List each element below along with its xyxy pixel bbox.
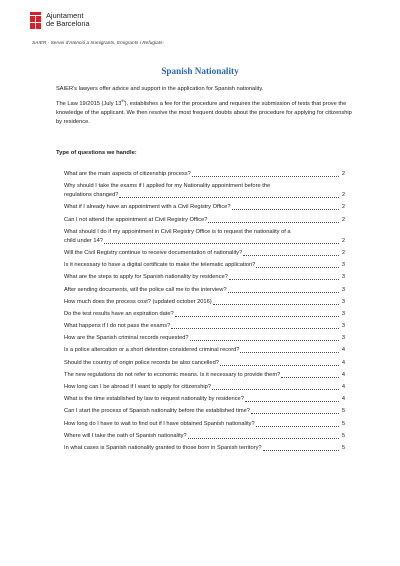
toc-entry-text: What are the main aspects of citizenship process?: [64, 171, 191, 177]
para2-sup: th: [121, 99, 125, 104]
toc-dot-leader: [232, 209, 340, 210]
toc-entry[interactable]: [64, 298, 345, 307]
toc-page-number: 3: [341, 286, 345, 293]
toc-entry[interactable]: [64, 359, 345, 368]
toc-entry[interactable]: [64, 249, 345, 258]
toc-page-number: 2: [341, 216, 345, 223]
toc-dot-leader: [208, 222, 339, 223]
toc-entry-text: Is it necessary to have a digital certificate to make the telematic application?: [64, 262, 256, 269]
toc-entry-text: Will the Civil Registry continue to receive documentation of nationality?: [64, 249, 243, 256]
toc-entry[interactable]: [64, 432, 345, 441]
toc-entry-text: Where will I take the oath of Spanish nationality?: [64, 432, 187, 439]
toc-page-number: 3: [341, 335, 345, 342]
toc-entry-text: How are the Spanish criminal records requested?: [64, 335, 189, 342]
table-of-contents: [64, 170, 345, 456]
toc-dot-leader: [228, 292, 340, 293]
toc-entry[interactable]: [64, 444, 345, 453]
toc-entry-text: How long can I be abroad if I want to apply for citizenship?: [64, 384, 212, 390]
toc-page-number: 4: [341, 371, 345, 378]
toc-entry-text: Do the test results have an expiration date?: [64, 310, 174, 317]
brand-line-2: de Barcelona: [46, 19, 90, 29]
toc-entry-text: After sending documents, will the police call me to the interview?: [64, 286, 227, 293]
toc-page-number: 4: [341, 347, 345, 354]
toc-page-number: 2: [341, 249, 345, 256]
toc-dot-leader: [281, 377, 339, 378]
toc-page-number: 4: [341, 359, 345, 366]
toc-entry-text-continued: child under 14?: [64, 237, 103, 244]
toc-entry[interactable]: [64, 261, 345, 270]
types-heading: Type of questions we handle:: [56, 150, 137, 156]
organization-subtitle: SAIER - Servei d'Atenció a Immigrants, Emigrants i Refugiats-: [32, 40, 165, 45]
toc-entry-text: What are the steps to apply for Spanish nationality by residence?: [64, 274, 228, 281]
toc-entry[interactable]: [64, 371, 345, 380]
toc-entry-text: Can I start the process of Spanish nationality before the established time?: [64, 408, 250, 415]
toc-entry[interactable]: [64, 334, 345, 343]
toc-dot-leader: [104, 243, 339, 244]
toc-entry-text: The new regulations do not refer to economic means. Is it necessary to provide them?: [64, 371, 281, 378]
toc-entry-text: What happens if I do not pass the exams?: [64, 323, 171, 330]
toc-entry[interactable]: [64, 310, 345, 319]
toc-dot-leader: [119, 197, 339, 198]
toc-page-number: 5: [341, 444, 345, 451]
toc-entry[interactable]: [64, 286, 345, 295]
toc-page-number: 3: [341, 323, 345, 330]
toc-page-number: 2: [341, 171, 345, 177]
toc-entry[interactable]: [64, 170, 345, 179]
para2-before: The Law 19/2015 (July 13: [56, 101, 122, 107]
toc-entry-text: Should the country of origin police records be also cancelled?: [64, 359, 219, 366]
toc-page-number: 3: [341, 262, 345, 269]
toc-dot-leader: [188, 438, 339, 439]
toc-dot-leader: [175, 316, 339, 317]
toc-entry[interactable]: [64, 395, 345, 404]
toc-dot-leader: [190, 340, 339, 341]
toc-dot-leader: [245, 401, 339, 402]
toc-entry[interactable]: [64, 273, 345, 282]
toc-dot-leader: [229, 279, 339, 280]
toc-dot-leader: [220, 365, 339, 366]
toc-page-number: 4: [341, 384, 345, 390]
toc-dot-leader: [212, 389, 339, 390]
toc-entry[interactable]: [64, 383, 345, 392]
toc-entry-text: Is a police altercation or a short detention considered criminal record?: [64, 347, 240, 354]
toc-page-number: 5: [341, 408, 345, 415]
toc-dot-leader: [256, 426, 339, 427]
toc-entry-text: Can I not attend the appointment at Civil Registry Office?: [64, 216, 208, 223]
toc-entry-text: How much does the process cost? (updated october 2016): [64, 298, 212, 305]
toc-dot-leader: [192, 176, 339, 177]
para2-after: ), establishes a fee for the procedure and requires the submission of tests that prove the knowledge of the applicant. We then resolve the most frequent doubts about the procedure for applying for citizenship by residence.: [56, 101, 352, 125]
page-title: Spanish Nationality: [161, 66, 239, 76]
toc-entry[interactable]: [64, 228, 345, 246]
toc-page-number: 4: [341, 396, 345, 403]
toc-entry-text: What should I do if my appointment in Civil Registry Office is to request the nationality of a: [64, 228, 291, 235]
toc-entry-text: How long do I have to wait to find out if I have obtained Spanish nationality?: [64, 420, 255, 427]
toc-dot-leader: [263, 450, 339, 451]
barcelona-shield-icon: [30, 12, 41, 30]
intro: [56, 85, 356, 133]
toc-entry[interactable]: [64, 346, 345, 355]
toc-entry-text: Why should I take the exams if I applied for my Nationality appointment before the: [64, 183, 271, 190]
brand-name: [46, 12, 90, 28]
toc-entry-text-continued: regulations changed?: [64, 192, 119, 199]
toc-page-number: 5: [341, 432, 345, 439]
toc-entry-text: What if I already have an appointment with a Civil Registry Office?: [64, 204, 231, 211]
toc-entry[interactable]: [64, 322, 345, 331]
toc-page-number: 2: [341, 204, 345, 211]
toc-entry[interactable]: [64, 407, 345, 416]
toc-dot-leader: [240, 352, 339, 353]
toc-page-number: 2: [341, 192, 345, 199]
toc-page-number: 2: [341, 237, 345, 244]
intro-paragraph-2: [56, 100, 356, 127]
toc-page-number: 5: [341, 420, 345, 427]
toc-page-number: 3: [341, 310, 345, 317]
toc-dot-leader: [251, 413, 339, 414]
toc-entry[interactable]: [64, 203, 345, 212]
toc-entry-text: In what cases is Spanish nationality granted to those born in Spanish territory?: [64, 444, 262, 451]
toc-page-number: 3: [341, 298, 345, 305]
toc-entry[interactable]: [64, 216, 345, 225]
header: [30, 12, 90, 30]
toc-page-number: 3: [341, 274, 345, 281]
toc-entry[interactable]: [64, 182, 345, 200]
toc-dot-leader: [243, 255, 339, 256]
brand-line-1: Ajuntament: [46, 11, 84, 20]
toc-dot-leader: [171, 328, 339, 329]
toc-entry[interactable]: [64, 420, 345, 429]
intro-paragraph-1: SAIER's lawyers offer advice and support in the application for Spanish nationality.: [56, 86, 264, 92]
toc-dot-leader: [256, 267, 339, 268]
toc-entry-text: What is the time established by law to request nationality by residence?: [64, 396, 244, 403]
toc-dot-leader: [213, 304, 339, 305]
